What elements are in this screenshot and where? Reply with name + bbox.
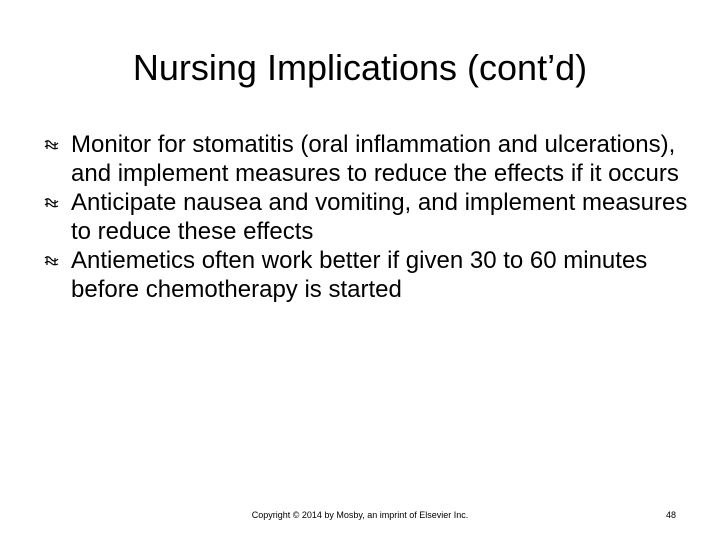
bullet-text: Anticipate nausea and vomiting, and implement measures to reduce these effects [71, 189, 688, 245]
ribbon-bullet-icon [44, 139, 59, 151]
bullet-text: Antiemetics often work better if given 30 to 60 minutes before chemotherapy is started [71, 247, 648, 303]
copyright-notice: Copyright © 2014 by Mosby, an imprint of Elsevier Inc. [251, 510, 469, 520]
bullet-item [44, 246, 694, 304]
ribbon-bullet-icon [44, 197, 59, 209]
bullet-text: Monitor for stomatitis (oral inflammation and ulcerations), and implement measures to reduce the effects if it occurs [71, 131, 679, 187]
bullet-item [44, 130, 694, 188]
slide-title: Nursing Implications (cont’d) [132, 47, 588, 88]
page-number: 48 [665, 510, 676, 520]
bullet-item [44, 188, 694, 246]
bullet-list [44, 130, 694, 304]
ribbon-bullet-icon [44, 255, 59, 267]
